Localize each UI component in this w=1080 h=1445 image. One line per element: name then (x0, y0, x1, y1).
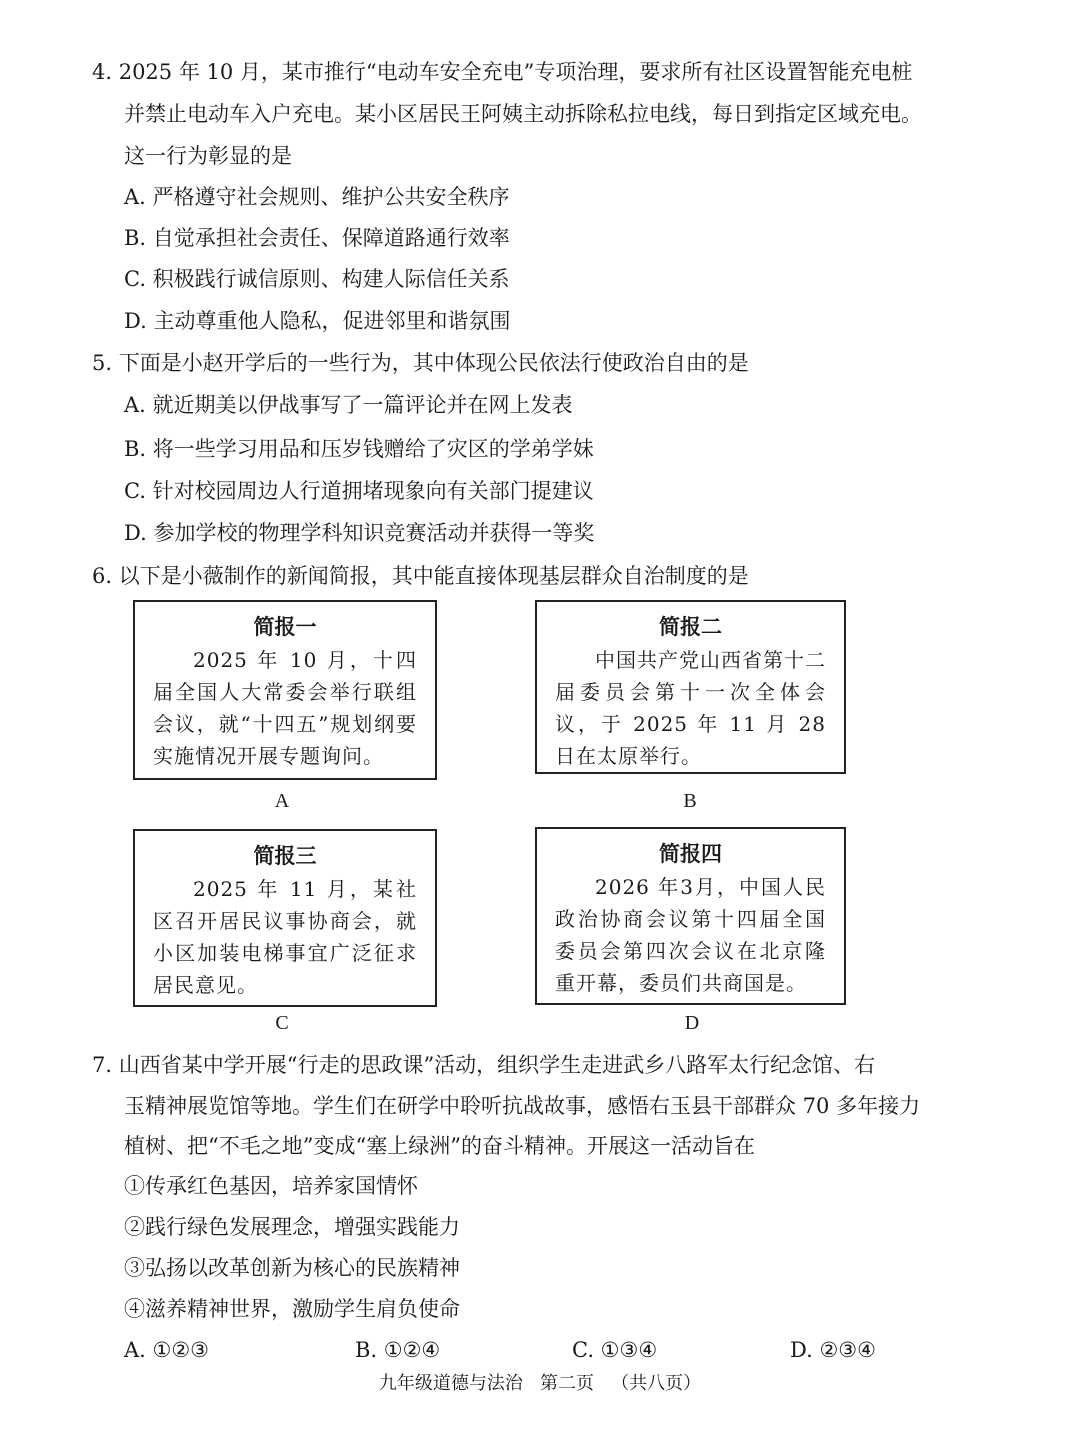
q5-option-a: A. 就近期美以伊战事写了一篇评论并在网上发表 (124, 393, 573, 417)
q4-stem-line-1: 4. 2025 年 10 月，某市推行“电动车安全充电”专项治理，要求所有社区设置智能充电桩 (92, 60, 913, 84)
news-box-4-body: 2026 年3月，中国人民政治协商会议第十四届全国委员会第四次会议在北京隆重开幕，委员们共商国是。 (555, 875, 826, 995)
q4-option-c: C. 积极践行诚信原则、构建人际信任关系 (124, 267, 510, 291)
news-box-3-title: 简报三 (253, 843, 317, 868)
q7-option-a: A. ①②③ (124, 1338, 209, 1362)
q5-option-d: D. 参加学校的物理学科知识竞赛活动并获得一等奖 (124, 521, 595, 545)
q7-stem-line-1: 7. 山西省某中学开展“行走的思政课”活动，组织学生走进武乡八路军太行纪念馆、右 (92, 1053, 876, 1077)
news-box-1-title: 简报一 (253, 614, 317, 639)
q4-stem-line-3: 这一行为彰显的是 (124, 144, 292, 168)
q7-item-1: ①传承红色基因，培养家国情怀 (124, 1174, 418, 1198)
news-box-4-title: 简报四 (659, 841, 722, 866)
news-box-2-label: B (683, 790, 697, 812)
news-box-2-title: 简报二 (659, 614, 722, 639)
news-box-3-label: C (275, 1012, 289, 1034)
news-box-2 (535, 600, 846, 774)
q4-option-d: D. 主动尊重他人隐私，促进邻里和谐氛围 (124, 309, 511, 333)
q5-stem: 5. 下面是小赵开学后的一些行为，其中体现公民依法行使政治自由的是 (92, 351, 749, 375)
q5-option-b: B. 将一些学习用品和压岁钱赠给了灾区的学弟学妹 (124, 437, 594, 461)
news-box-1-body: 2025 年 10 月，十四届全国人大常委会举行联组会议，就“十四五”规划纲要实施情况开展专题询问。 (153, 648, 417, 768)
q7-option-d: D. ②③④ (790, 1338, 876, 1362)
news-box-3 (133, 829, 437, 1007)
news-box-1-label: A (274, 790, 290, 812)
news-box-4 (535, 827, 846, 1005)
q7-option-c: C. ①③④ (572, 1338, 658, 1362)
q7-option-b: B. ①②④ (355, 1338, 441, 1362)
q5-option-c: C. 针对校园周边人行道拥堵现象向有关部门提建议 (124, 479, 594, 503)
q7-stem-line-2: 玉精神展览馆等地。学生们在研学中聆听抗战故事，感悟右玉县干部群众 70 多年接力 (124, 1094, 921, 1118)
q4-option-a: A. 严格遵守社会规则、维护公共安全秩序 (124, 185, 510, 209)
q7-stem-line-3: 植树、把“不毛之地”变成“塞上绿洲”的奋斗精神。开展这一活动旨在 (124, 1134, 755, 1158)
q7-item-2: ②践行绿色发展理念，增强实践能力 (124, 1215, 460, 1239)
q4-stem-line-2: 并禁止电动车入户充电。某小区居民王阿姨主动拆除私拉电线，每日到指定区域充电。 (124, 102, 922, 126)
news-box-4-label: D (684, 1012, 700, 1034)
news-box-3-body: 2025 年 11 月，某社区召开居民议事协商会，就小区加装电梯事宜广泛征求居民意见。 (153, 877, 417, 997)
q6-stem: 6. 以下是小薇制作的新闻简报，其中能直接体现基层群众自治制度的是 (92, 564, 749, 588)
q7-item-4: ④滋养精神世界，激励学生肩负使命 (124, 1297, 460, 1321)
news-box-2-body: 中国共产党山西省第十二届委员会第十一次全体会议，于 2025 年 11 月 28 日在太原举行。 (555, 648, 826, 768)
news-box-1 (133, 600, 437, 780)
page-footer: 九年级道德与法治 第二页 （共八页） (378, 1373, 702, 1394)
q7-item-3: ③弘扬以改革创新为核心的民族精神 (124, 1256, 460, 1280)
q4-option-b: B. 自觉承担社会责任、保障道路通行效率 (124, 226, 510, 250)
